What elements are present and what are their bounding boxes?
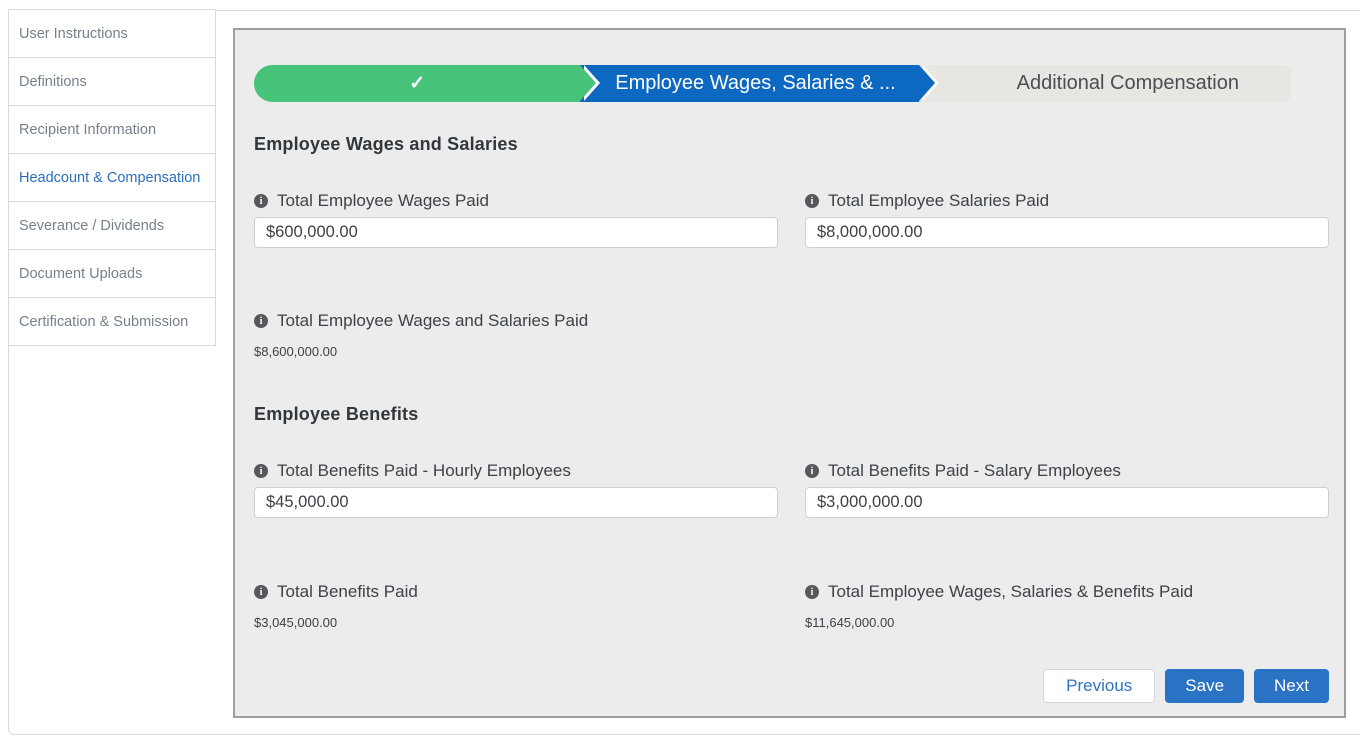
section-heading-wages-salaries: Employee Wages and Salaries [254,134,518,154]
benefits-hourly-field [254,461,778,518]
wages-paid-field [254,191,778,248]
sidebar-item-severance-dividends[interactable] [8,201,216,250]
previous-button[interactable]: Previous [1043,669,1155,703]
footer-button-row [254,669,1329,703]
info-icon[interactable]: i [805,194,819,208]
field-label-row [254,311,1329,331]
salaries-paid-label: Total Employee Salaries Paid [828,191,1050,210]
wages-salaries-total-label: Total Employee Wages and Salaries Paid [277,311,589,330]
info-icon[interactable]: i [254,194,268,208]
sidebar-item-certification-submission[interactable] [8,297,216,346]
sidebar-item-label: User Instructions [19,25,128,42]
benefits-salary-label: Total Benefits Paid - Salary Employees [828,461,1121,480]
benefits-hourly-label: Total Benefits Paid - Hourly Employees [277,461,571,480]
info-icon[interactable]: i [805,585,819,599]
main-panel [233,28,1346,718]
benefits-total-label: Total Benefits Paid [277,582,418,601]
wizard-stepper [254,65,1291,102]
sidebar-item-label: Certification & Submission [19,313,189,330]
section-heading-benefits: Employee Benefits [254,404,419,424]
field-label-row [805,191,1329,211]
wages-fields-row [254,191,1329,248]
check-icon: ✓ [409,73,426,94]
wages-salaries-total-block [254,311,1329,359]
grand-total-value: $11,645,000.00 [805,615,895,630]
grand-total-block [805,582,1329,630]
benefits-totals-row [254,582,1329,630]
field-label-row [805,461,1329,481]
step-employee-wages-salaries[interactable] [580,65,918,102]
save-button[interactable]: Save [1165,669,1244,703]
sidebar-item-label: Document Uploads [19,265,143,282]
chevron-right-icon [580,65,596,101]
step-additional-compensation[interactable] [919,65,1291,102]
benefits-total-block [254,582,778,630]
sidebar-item-user-instructions[interactable] [8,9,216,58]
info-icon[interactable]: i [254,464,268,478]
benefits-fields-row [254,461,1329,518]
sidebar-item-label: Recipient Information [19,121,157,138]
grand-total-label: Total Employee Wages, Salaries & Benefits Paid [828,582,1194,601]
next-button[interactable]: Next [1254,669,1329,703]
wages-paid-input[interactable] [254,217,778,248]
sidebar-item-definitions[interactable] [8,57,216,106]
sidebar-item-headcount-compensation[interactable] [8,153,216,202]
benefits-salary-input[interactable] [805,487,1329,518]
step-label: Additional Compensation [1016,72,1239,94]
wages-paid-label: Total Employee Wages Paid [277,191,489,210]
info-icon[interactable]: i [805,464,819,478]
step-completed[interactable] [254,65,580,102]
info-icon[interactable]: i [254,585,268,599]
sidebar-item-label: Definitions [19,73,87,90]
sidebar-item-label: Severance / Dividends [19,217,165,234]
benefits-salary-field [805,461,1329,518]
wages-salaries-total-value: $8,600,000.00 [254,344,338,359]
field-label-row [805,582,1329,602]
step-label: Employee Wages, Salaries & ... [615,72,896,94]
salaries-paid-input[interactable] [805,217,1329,248]
panel-inner [235,65,1344,751]
sidebar-item-recipient-information[interactable] [8,105,216,154]
sidebar-nav [8,10,216,346]
chevron-right-icon [919,65,935,101]
info-icon[interactable]: i [254,314,268,328]
field-label-row [254,191,778,211]
benefits-hourly-input[interactable] [254,487,778,518]
sidebar-item-label: Headcount & Compensation [19,169,201,186]
field-label-row [254,461,778,481]
salaries-paid-field [805,191,1329,248]
field-label-row [254,582,778,602]
sidebar-item-document-uploads[interactable] [8,249,216,298]
benefits-total-value: $3,045,000.00 [254,615,338,630]
page-container [8,10,1360,735]
